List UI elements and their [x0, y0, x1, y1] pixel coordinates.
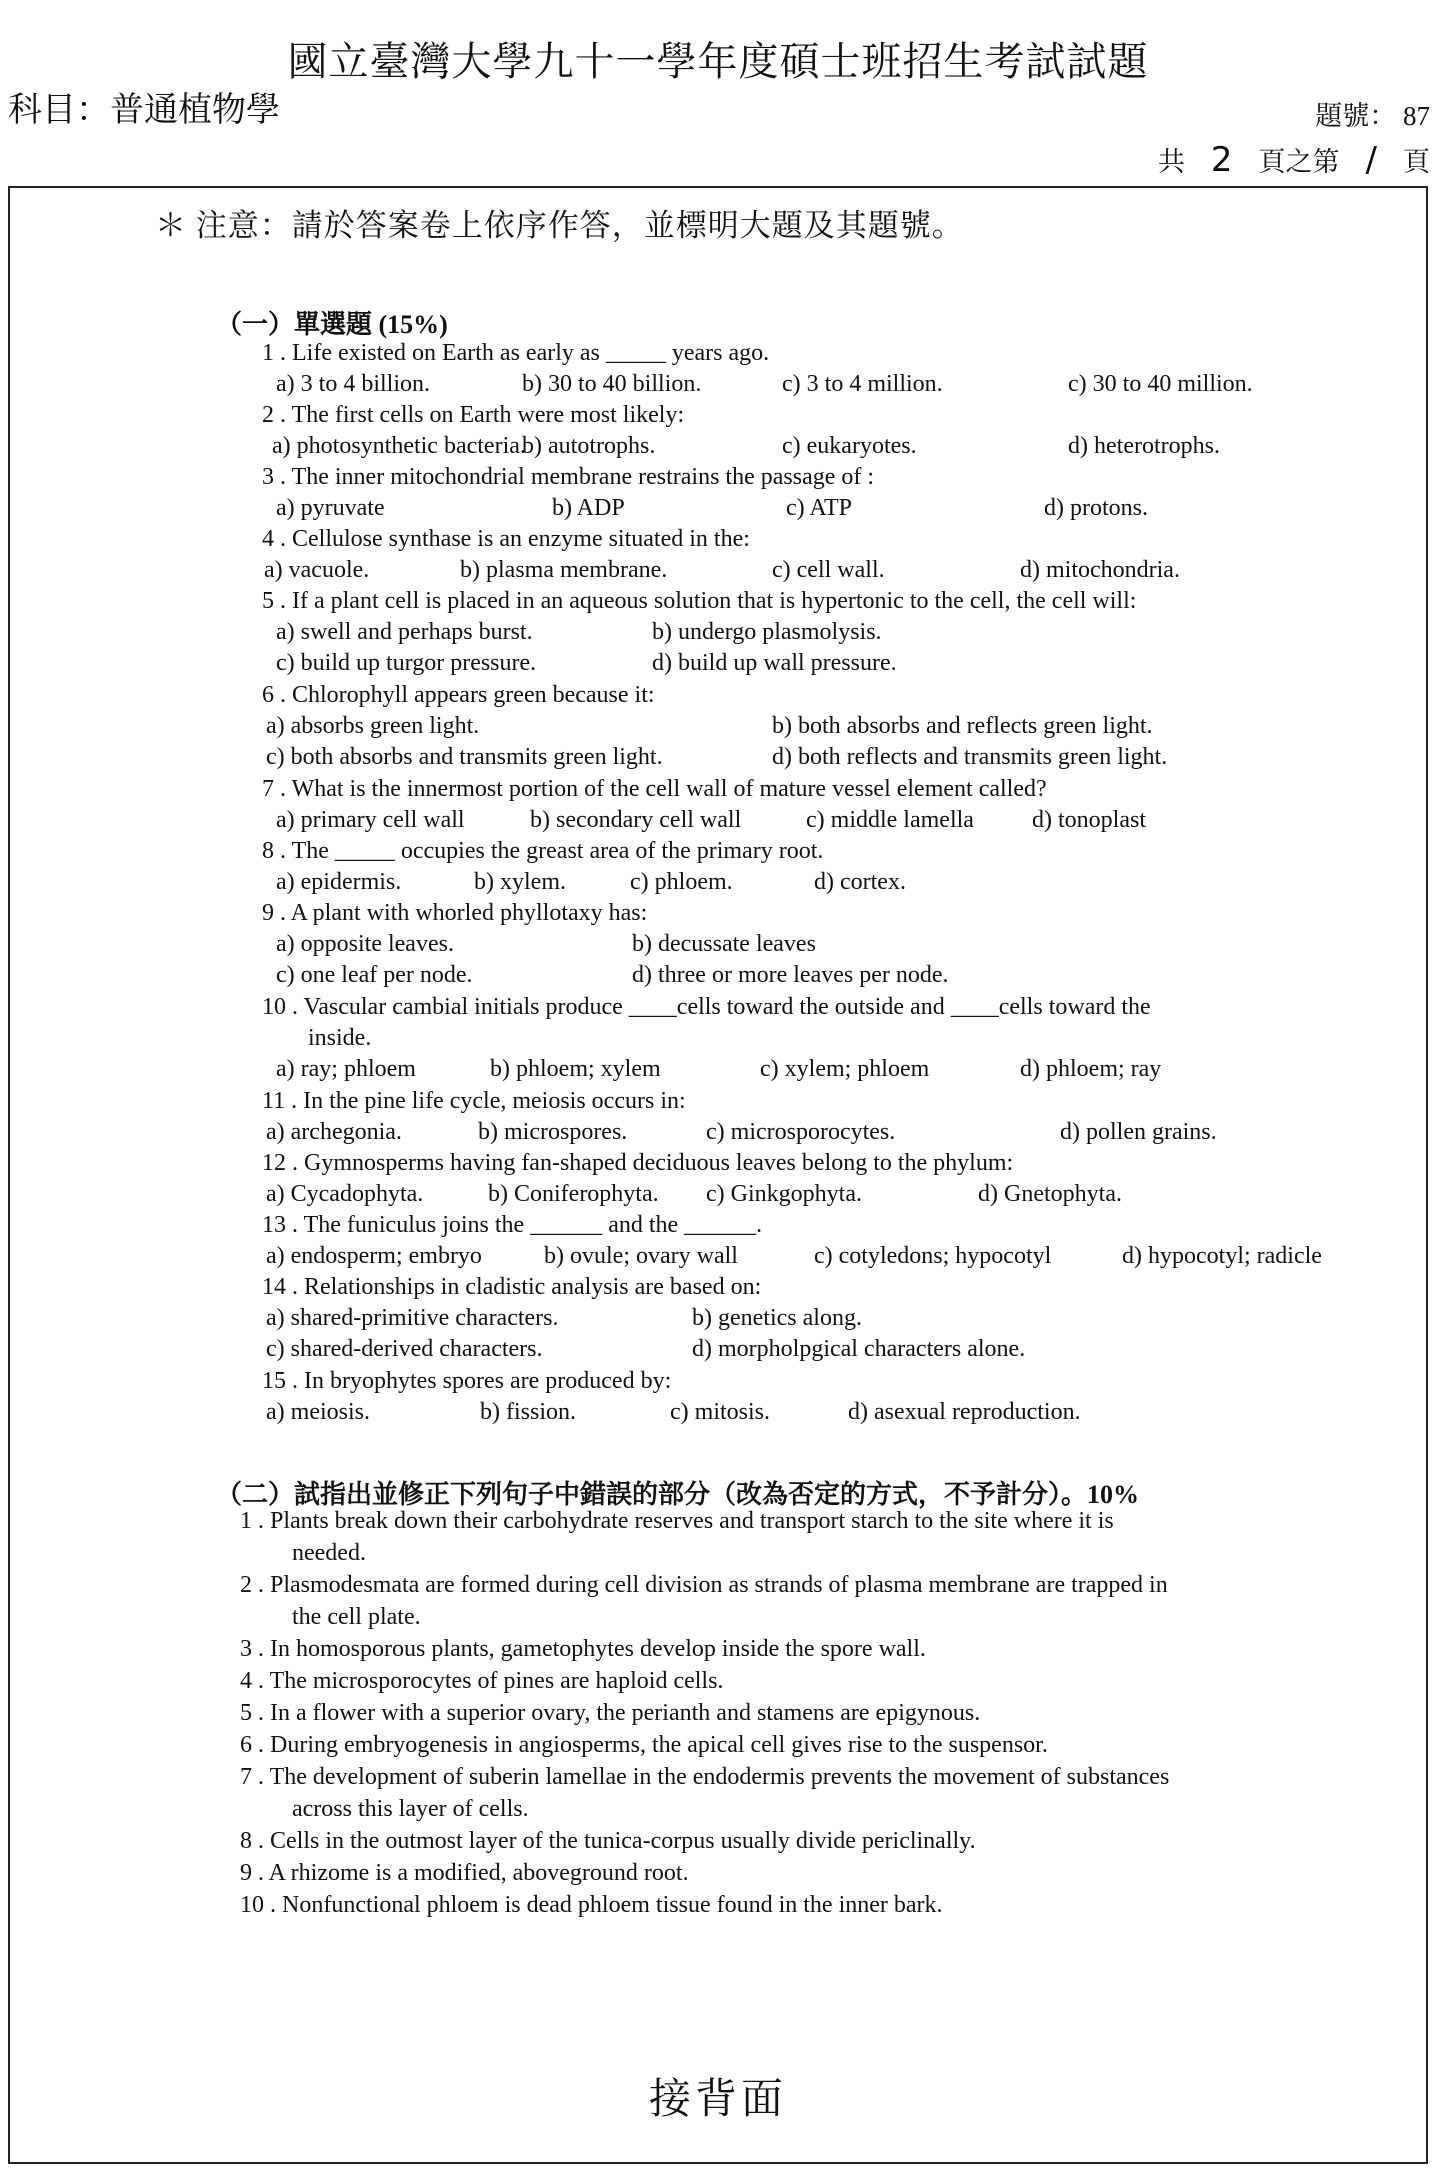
answer-option: b) ADP — [552, 495, 625, 521]
answer-option: c) microsporocytes. — [706, 1119, 896, 1145]
answer-option: a) photosynthetic bacteria. — [272, 433, 526, 459]
answer-option: c) both absorbs and transmits green light. — [266, 744, 663, 770]
question-code: 題號： 87 — [1315, 101, 1430, 131]
answer-option: d) Gnetophyta. — [978, 1181, 1122, 1207]
answer-option: a) absorbs green light. — [266, 713, 480, 739]
section2-heading: （二）試指出並修正下列句子中錯誤的部分（改為否定的方式，不予計分）。10% — [216, 1480, 1140, 1509]
answer-option: d) morpholpgical characters alone. — [692, 1336, 1026, 1362]
answer-option: b) plasma membrane. — [460, 557, 668, 583]
answer-option: d) pollen grains. — [1060, 1119, 1217, 1145]
question-text: 5 . If a plant cell is placed in an aqueous solution that is hypertonic to the cell, the cell will: — [262, 588, 1137, 614]
statement-item: 2 . Plasmodesmata are formed during cell division as strands of plasma membrane are trapped in — [240, 1572, 1168, 1598]
answer-option: b) phloem; xylem — [490, 1056, 661, 1082]
answer-option: d) cortex. — [814, 869, 906, 895]
question-text: 4 . Cellulose synthase is an enzyme situated in the: — [262, 526, 750, 552]
answer-option: a) meiosis. — [266, 1399, 370, 1425]
question-text: 10 . Vascular cambial initials produce ____cells toward the outside and ____cells toward the — [262, 994, 1151, 1020]
answer-option: c) Ginkgophyta. — [706, 1181, 862, 1207]
answer-option: b) Coniferophyta. — [488, 1181, 659, 1207]
answer-option: a) archegonia. — [266, 1119, 402, 1145]
question-text: 12 . Gymnosperms having fan-shaped deciduous leaves belong to the phylum: — [262, 1150, 1014, 1176]
notice: ＊ 注意：請於答案卷上依序作答，並標明大題及其題號。 — [155, 208, 964, 243]
pages-prefix: 共 — [1157, 147, 1185, 177]
answer-option: d) build up wall pressure. — [652, 650, 897, 676]
answer-option: d) asexual reproduction. — [848, 1399, 1081, 1425]
statement-item: 5 . In a flower with a superior ovary, the perianth and stamens are epigynous. — [240, 1700, 981, 1726]
answer-option: a) primary cell wall — [276, 807, 465, 833]
statement-item: 10 . Nonfunctional phloem is dead phloem tissue found in the inner bark. — [240, 1892, 943, 1918]
answer-option: d) phloem; ray — [1020, 1056, 1162, 1082]
answer-option: a) endosperm; embryo — [266, 1243, 482, 1269]
answer-option: a) vacuole. — [264, 557, 370, 583]
answer-option: b) ovule; ovary wall — [544, 1243, 738, 1269]
question-text: 2 . The first cells on Earth were most likely: — [262, 402, 685, 428]
question-text: 11 . In the pine life cycle, meiosis occurs in: — [262, 1088, 686, 1114]
answer-option: a) 3 to 4 billion. — [276, 371, 430, 397]
answer-option: d) hypocotyl; radicle — [1122, 1243, 1322, 1269]
answer-option: b) secondary cell wall — [530, 807, 742, 833]
pages-current: / — [1365, 140, 1377, 180]
question-text: 7 . What is the innermost portion of the cell wall of mature vessel element called? — [262, 776, 1047, 802]
statement-item: 9 . A rhizome is a modified, aboveground root. — [240, 1860, 689, 1886]
question-text: 15 . In bryophytes spores are produced by: — [262, 1368, 672, 1394]
answer-option: a) Cycadophyta. — [266, 1181, 424, 1207]
answer-option: a) ray; phloem — [276, 1056, 416, 1082]
continue-on-back: 接背面 — [648, 2077, 787, 2123]
statement-continuation: the cell plate. — [292, 1604, 421, 1630]
answer-option: b) undergo plasmolysis. — [652, 619, 882, 645]
answer-option: b) xylem. — [474, 869, 566, 895]
section1-heading: （一）單選題 (15%) — [216, 310, 448, 339]
answer-option: c) mitosis. — [670, 1399, 770, 1425]
answer-option: c) phloem. — [630, 869, 733, 895]
answer-option: d) tonoplast — [1032, 807, 1146, 833]
subject-label: 科目：普通植物學 — [8, 92, 280, 129]
answer-option: a) pyruvate — [276, 495, 385, 521]
answer-option: c) middle lamella — [806, 807, 974, 833]
answer-option: b) microspores. — [478, 1119, 628, 1145]
answer-option: b) autotrophs. — [522, 433, 656, 459]
answer-option: d) protons. — [1044, 495, 1148, 521]
answer-option: c) shared-derived characters. — [266, 1336, 543, 1362]
question-text: 9 . A plant with whorled phyllotaxy has: — [262, 900, 648, 926]
statement-item: 6 . During embryogenesis in angiosperms, the apical cell gives rise to the suspensor. — [240, 1732, 1048, 1758]
answer-option: d) heterotrophs. — [1068, 433, 1220, 459]
question-text: 13 . The funiculus joins the ______ and the ______. — [262, 1212, 763, 1238]
answer-option: d) both reflects and transmits green light. — [772, 744, 1168, 770]
answer-option: c) xylem; phloem — [760, 1056, 930, 1082]
statement-item: 4 . The microsporocytes of pines are haploid cells. — [240, 1668, 724, 1694]
answer-option: c) 3 to 4 million. — [782, 371, 943, 397]
answer-option: b) 30 to 40 billion. — [522, 371, 702, 397]
question-text: 6 . Chlorophyll appears green because it: — [262, 682, 655, 708]
question-continuation: inside. — [308, 1025, 372, 1051]
answer-option: d) three or more leaves per node. — [632, 962, 949, 988]
answer-option: a) swell and perhaps burst. — [276, 619, 533, 645]
answer-option: c) ATP — [786, 495, 852, 521]
answer-option: a) opposite leaves. — [276, 931, 454, 957]
question-text: 14 . Relationships in cladistic analysis are based on: — [262, 1274, 762, 1300]
answer-option: b) fission. — [480, 1399, 576, 1425]
statement-continuation: needed. — [292, 1540, 366, 1566]
statement-item: 3 . In homosporous plants, gametophytes develop inside the spore wall. — [240, 1636, 926, 1662]
answer-option: c) one leaf per node. — [276, 962, 473, 988]
answer-option: a) epidermis. — [276, 869, 402, 895]
statement-item: 1 . Plants break down their carbohydrate reserves and transport starch to the site where it is — [240, 1508, 1114, 1534]
answer-option: b) decussate leaves — [632, 931, 816, 957]
page-indicator — [1158, 140, 1430, 180]
pages-middle: 頁之第 — [1258, 147, 1340, 177]
answer-option: c) cell wall. — [772, 557, 885, 583]
question-text: 1 . Life existed on Earth as early as _____ years ago. — [262, 340, 770, 366]
answer-option: c) build up turgor pressure. — [276, 650, 537, 676]
answer-option: c) eukaryotes. — [782, 433, 917, 459]
answer-option: c) cotyledons; hypocotyl — [814, 1243, 1052, 1269]
answer-option: d) mitochondria. — [1020, 557, 1180, 583]
pages-suffix: 頁 — [1403, 147, 1430, 177]
answer-option: a) shared-primitive characters. — [266, 1305, 559, 1331]
answer-option: c) 30 to 40 million. — [1068, 371, 1253, 397]
exam-title: 國立臺灣大學九十一學年度碩士班招生考試試題 — [287, 39, 1149, 84]
answer-option: b) both absorbs and reflects green light. — [772, 713, 1153, 739]
question-text: 3 . The inner mitochondrial membrane restrains the passage of : — [262, 464, 875, 490]
pages-total: 2 — [1210, 140, 1233, 180]
statement-continuation: across this layer of cells. — [292, 1796, 529, 1822]
question-text: 8 . The _____ occupies the greast area of the primary root. — [262, 838, 824, 864]
statement-item: 7 . The development of suberin lamellae in the endodermis prevents the movement of substances — [240, 1764, 1170, 1790]
statement-item: 8 . Cells in the outmost layer of the tunica-corpus usually divide periclinally. — [240, 1828, 976, 1854]
answer-option: b) genetics along. — [692, 1305, 862, 1331]
